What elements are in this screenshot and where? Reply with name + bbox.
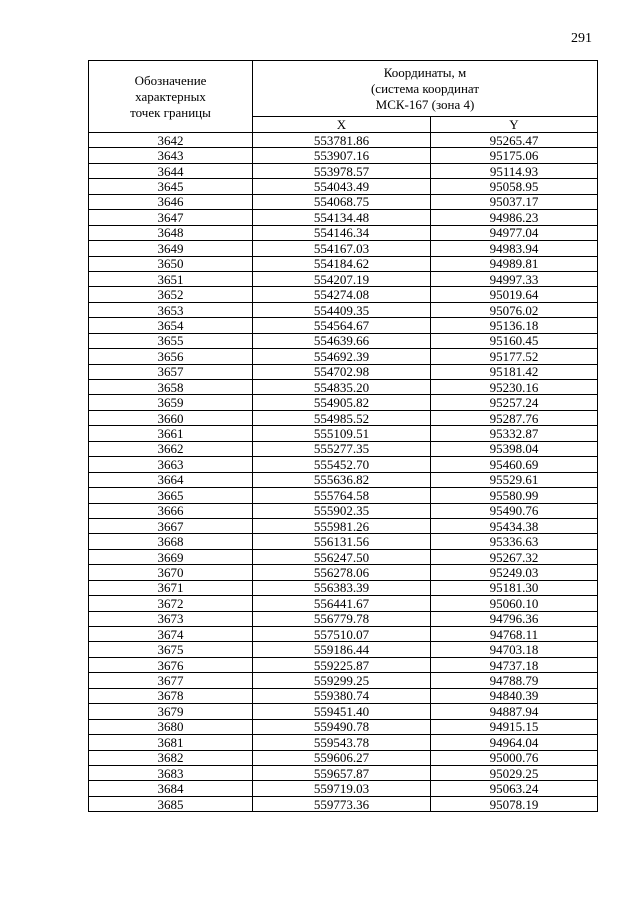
table-row [89, 133, 598, 148]
x-coordinate-cell: 555109.51 [253, 426, 431, 441]
point-id-cell: 3659 [89, 395, 253, 410]
table-row [89, 534, 598, 549]
y-coordinate-cell: 95078.19 [431, 796, 598, 811]
point-id-cell: 3651 [89, 271, 253, 286]
point-id-cell: 3644 [89, 163, 253, 178]
table-row [89, 657, 598, 672]
table-row [89, 241, 598, 256]
x-coordinate-cell: 557510.07 [253, 627, 431, 642]
table-row [89, 735, 598, 750]
x-coordinate-cell: 559380.74 [253, 688, 431, 703]
table-row [89, 194, 598, 209]
x-coordinate-cell: 554167.03 [253, 241, 431, 256]
x-coordinate-cell: 554043.49 [253, 179, 431, 194]
y-coordinate-cell: 94964.04 [431, 735, 598, 750]
y-coordinate-cell: 95181.30 [431, 580, 598, 595]
y-coordinate-cell: 94986.23 [431, 210, 598, 225]
point-id-cell: 3681 [89, 735, 253, 750]
table-row [89, 426, 598, 441]
y-coordinate-cell: 94737.18 [431, 657, 598, 672]
y-coordinate-cell: 95181.42 [431, 364, 598, 379]
point-designation-header: Обозначение характерных точек границы [89, 61, 253, 133]
table-row [89, 796, 598, 811]
y-coordinate-cell: 95398.04 [431, 441, 598, 456]
point-id-cell: 3668 [89, 534, 253, 549]
y-coordinate-cell: 95114.93 [431, 163, 598, 178]
point-id-cell: 3676 [89, 657, 253, 672]
table-row [89, 148, 598, 163]
y-coordinate-cell: 95332.87 [431, 426, 598, 441]
x-coordinate-cell: 554274.08 [253, 287, 431, 302]
y-coordinate-cell: 95060.10 [431, 596, 598, 611]
x-coordinate-cell: 559543.78 [253, 735, 431, 750]
x-coordinate-cell: 554905.82 [253, 395, 431, 410]
point-id-cell: 3680 [89, 719, 253, 734]
x-coordinate-cell: 554985.52 [253, 410, 431, 425]
point-id-cell: 3645 [89, 179, 253, 194]
y-coordinate-cell: 95230.16 [431, 380, 598, 395]
x-coordinate-cell: 559451.40 [253, 704, 431, 719]
y-coordinate-cell: 94983.94 [431, 241, 598, 256]
table-row [89, 518, 598, 533]
table-row [89, 364, 598, 379]
point-id-cell: 3655 [89, 333, 253, 348]
y-coordinate-cell: 95265.47 [431, 133, 598, 148]
x-coordinate-cell: 554068.75 [253, 194, 431, 209]
x-coordinate-cell: 556441.67 [253, 596, 431, 611]
x-coordinate-cell: 554134.48 [253, 210, 431, 225]
table-row [89, 488, 598, 503]
table-row [89, 627, 598, 642]
y-coordinate-cell: 95336.63 [431, 534, 598, 549]
table-row [89, 565, 598, 580]
table-row [89, 318, 598, 333]
y-coordinate-cell: 95037.17 [431, 194, 598, 209]
point-id-cell: 3672 [89, 596, 253, 611]
x-coordinate-cell: 556383.39 [253, 580, 431, 595]
y-coordinate-cell: 95029.25 [431, 765, 598, 780]
x-coordinate-cell: 556779.78 [253, 611, 431, 626]
x-coordinate-cell: 553907.16 [253, 148, 431, 163]
y-coordinate-cell: 95019.64 [431, 287, 598, 302]
y-coordinate-cell: 94989.81 [431, 256, 598, 271]
y-coordinate-cell: 94915.15 [431, 719, 598, 734]
y-coordinate-cell: 95287.76 [431, 410, 598, 425]
y-coordinate-cell: 95434.38 [431, 518, 598, 533]
table-row [89, 287, 598, 302]
table-row [89, 163, 598, 178]
x-coordinate-cell: 559606.27 [253, 750, 431, 765]
point-id-cell: 3646 [89, 194, 253, 209]
point-id-cell: 3666 [89, 503, 253, 518]
table-row [89, 673, 598, 688]
table-row [89, 410, 598, 425]
x-coordinate-cell: 559719.03 [253, 781, 431, 796]
x-coordinate-cell: 556247.50 [253, 549, 431, 564]
x-coordinate-cell: 556278.06 [253, 565, 431, 580]
x-coordinate-cell: 554146.34 [253, 225, 431, 240]
table-row [89, 179, 598, 194]
x-coordinate-cell: 556131.56 [253, 534, 431, 549]
x-coordinate-cell: 555902.35 [253, 503, 431, 518]
point-id-cell: 3663 [89, 457, 253, 472]
point-id-cell: 3653 [89, 302, 253, 317]
table-row [89, 441, 598, 456]
point-id-cell: 3678 [89, 688, 253, 703]
y-coordinate-cell: 95490.76 [431, 503, 598, 518]
table-row [89, 611, 598, 626]
y-coordinate-cell: 95529.61 [431, 472, 598, 487]
table-row [89, 472, 598, 487]
y-column-header: Y [431, 117, 598, 133]
x-coordinate-cell: 559299.25 [253, 673, 431, 688]
point-id-cell: 3650 [89, 256, 253, 271]
table-row [89, 349, 598, 364]
x-coordinate-cell: 559490.78 [253, 719, 431, 734]
x-column-header: X [253, 117, 431, 133]
point-id-cell: 3643 [89, 148, 253, 163]
x-coordinate-cell: 555981.26 [253, 518, 431, 533]
point-id-cell: 3667 [89, 518, 253, 533]
x-coordinate-cell: 553781.86 [253, 133, 431, 148]
y-coordinate-cell: 95177.52 [431, 349, 598, 364]
point-id-cell: 3684 [89, 781, 253, 796]
point-id-cell: 3675 [89, 642, 253, 657]
y-coordinate-cell: 95000.76 [431, 750, 598, 765]
x-coordinate-cell: 559657.87 [253, 765, 431, 780]
y-coordinate-cell: 95136.18 [431, 318, 598, 333]
point-id-cell: 3654 [89, 318, 253, 333]
point-id-cell: 3674 [89, 627, 253, 642]
y-coordinate-cell: 94768.11 [431, 627, 598, 642]
table-row [89, 333, 598, 348]
table-row [89, 395, 598, 410]
x-coordinate-cell: 559773.36 [253, 796, 431, 811]
point-id-cell: 3679 [89, 704, 253, 719]
table-row [89, 750, 598, 765]
x-coordinate-cell: 559186.44 [253, 642, 431, 657]
y-coordinate-cell: 95175.06 [431, 148, 598, 163]
x-coordinate-cell: 554835.20 [253, 380, 431, 395]
y-coordinate-cell: 95076.02 [431, 302, 598, 317]
x-coordinate-cell: 554639.66 [253, 333, 431, 348]
x-coordinate-cell: 554409.35 [253, 302, 431, 317]
point-id-cell: 3647 [89, 210, 253, 225]
y-coordinate-cell: 94840.39 [431, 688, 598, 703]
y-coordinate-cell: 94977.04 [431, 225, 598, 240]
y-coordinate-cell: 95580.99 [431, 488, 598, 503]
x-coordinate-cell: 555636.82 [253, 472, 431, 487]
table-row [89, 549, 598, 564]
table-row [89, 596, 598, 611]
table-row [89, 765, 598, 780]
x-coordinate-cell: 555764.58 [253, 488, 431, 503]
table-row [89, 642, 598, 657]
table-header [89, 61, 598, 133]
table-row [89, 380, 598, 395]
point-id-cell: 3660 [89, 410, 253, 425]
y-coordinate-cell: 95257.24 [431, 395, 598, 410]
y-coordinate-cell: 94796.36 [431, 611, 598, 626]
y-coordinate-cell: 95058.95 [431, 179, 598, 194]
point-id-cell: 3657 [89, 364, 253, 379]
y-coordinate-cell: 95063.24 [431, 781, 598, 796]
point-id-cell: 3673 [89, 611, 253, 626]
table-row [89, 781, 598, 796]
table-row [89, 225, 598, 240]
point-id-cell: 3671 [89, 580, 253, 595]
table-row [89, 271, 598, 286]
x-coordinate-cell: 559225.87 [253, 657, 431, 672]
x-coordinate-cell: 553978.57 [253, 163, 431, 178]
coordinates-table [88, 60, 598, 812]
x-coordinate-cell: 554207.19 [253, 271, 431, 286]
y-coordinate-cell: 94703.18 [431, 642, 598, 657]
x-coordinate-cell: 554564.67 [253, 318, 431, 333]
page-number: 291 [571, 31, 592, 46]
x-coordinate-cell: 555452.70 [253, 457, 431, 472]
point-id-cell: 3670 [89, 565, 253, 580]
y-coordinate-cell: 95460.69 [431, 457, 598, 472]
table-row [89, 688, 598, 703]
point-id-cell: 3682 [89, 750, 253, 765]
x-coordinate-cell: 554184.62 [253, 256, 431, 271]
y-coordinate-cell: 94788.79 [431, 673, 598, 688]
y-coordinate-cell: 94997.33 [431, 271, 598, 286]
point-id-cell: 3648 [89, 225, 253, 240]
table-row [89, 256, 598, 271]
x-coordinate-cell: 554702.98 [253, 364, 431, 379]
point-id-cell: 3661 [89, 426, 253, 441]
table-row [89, 704, 598, 719]
table-row [89, 719, 598, 734]
point-id-cell: 3656 [89, 349, 253, 364]
table-body [89, 133, 598, 812]
point-id-cell: 3642 [89, 133, 253, 148]
point-id-cell: 3658 [89, 380, 253, 395]
point-id-cell: 3685 [89, 796, 253, 811]
table-row [89, 503, 598, 518]
coordinates-header: Координаты, м (система координат МСК-167 (зона 4) [253, 61, 598, 117]
point-id-cell: 3649 [89, 241, 253, 256]
x-coordinate-cell: 554692.39 [253, 349, 431, 364]
point-id-cell: 3664 [89, 472, 253, 487]
table-row [89, 580, 598, 595]
y-coordinate-cell: 95267.32 [431, 549, 598, 564]
point-id-cell: 3662 [89, 441, 253, 456]
y-coordinate-cell: 95249.03 [431, 565, 598, 580]
point-id-cell: 3683 [89, 765, 253, 780]
y-coordinate-cell: 95160.45 [431, 333, 598, 348]
table-row [89, 457, 598, 472]
table-row [89, 210, 598, 225]
x-coordinate-cell: 555277.35 [253, 441, 431, 456]
table-row [89, 302, 598, 317]
point-id-cell: 3665 [89, 488, 253, 503]
point-id-cell: 3677 [89, 673, 253, 688]
point-id-cell: 3669 [89, 549, 253, 564]
y-coordinate-cell: 94887.94 [431, 704, 598, 719]
point-id-cell: 3652 [89, 287, 253, 302]
